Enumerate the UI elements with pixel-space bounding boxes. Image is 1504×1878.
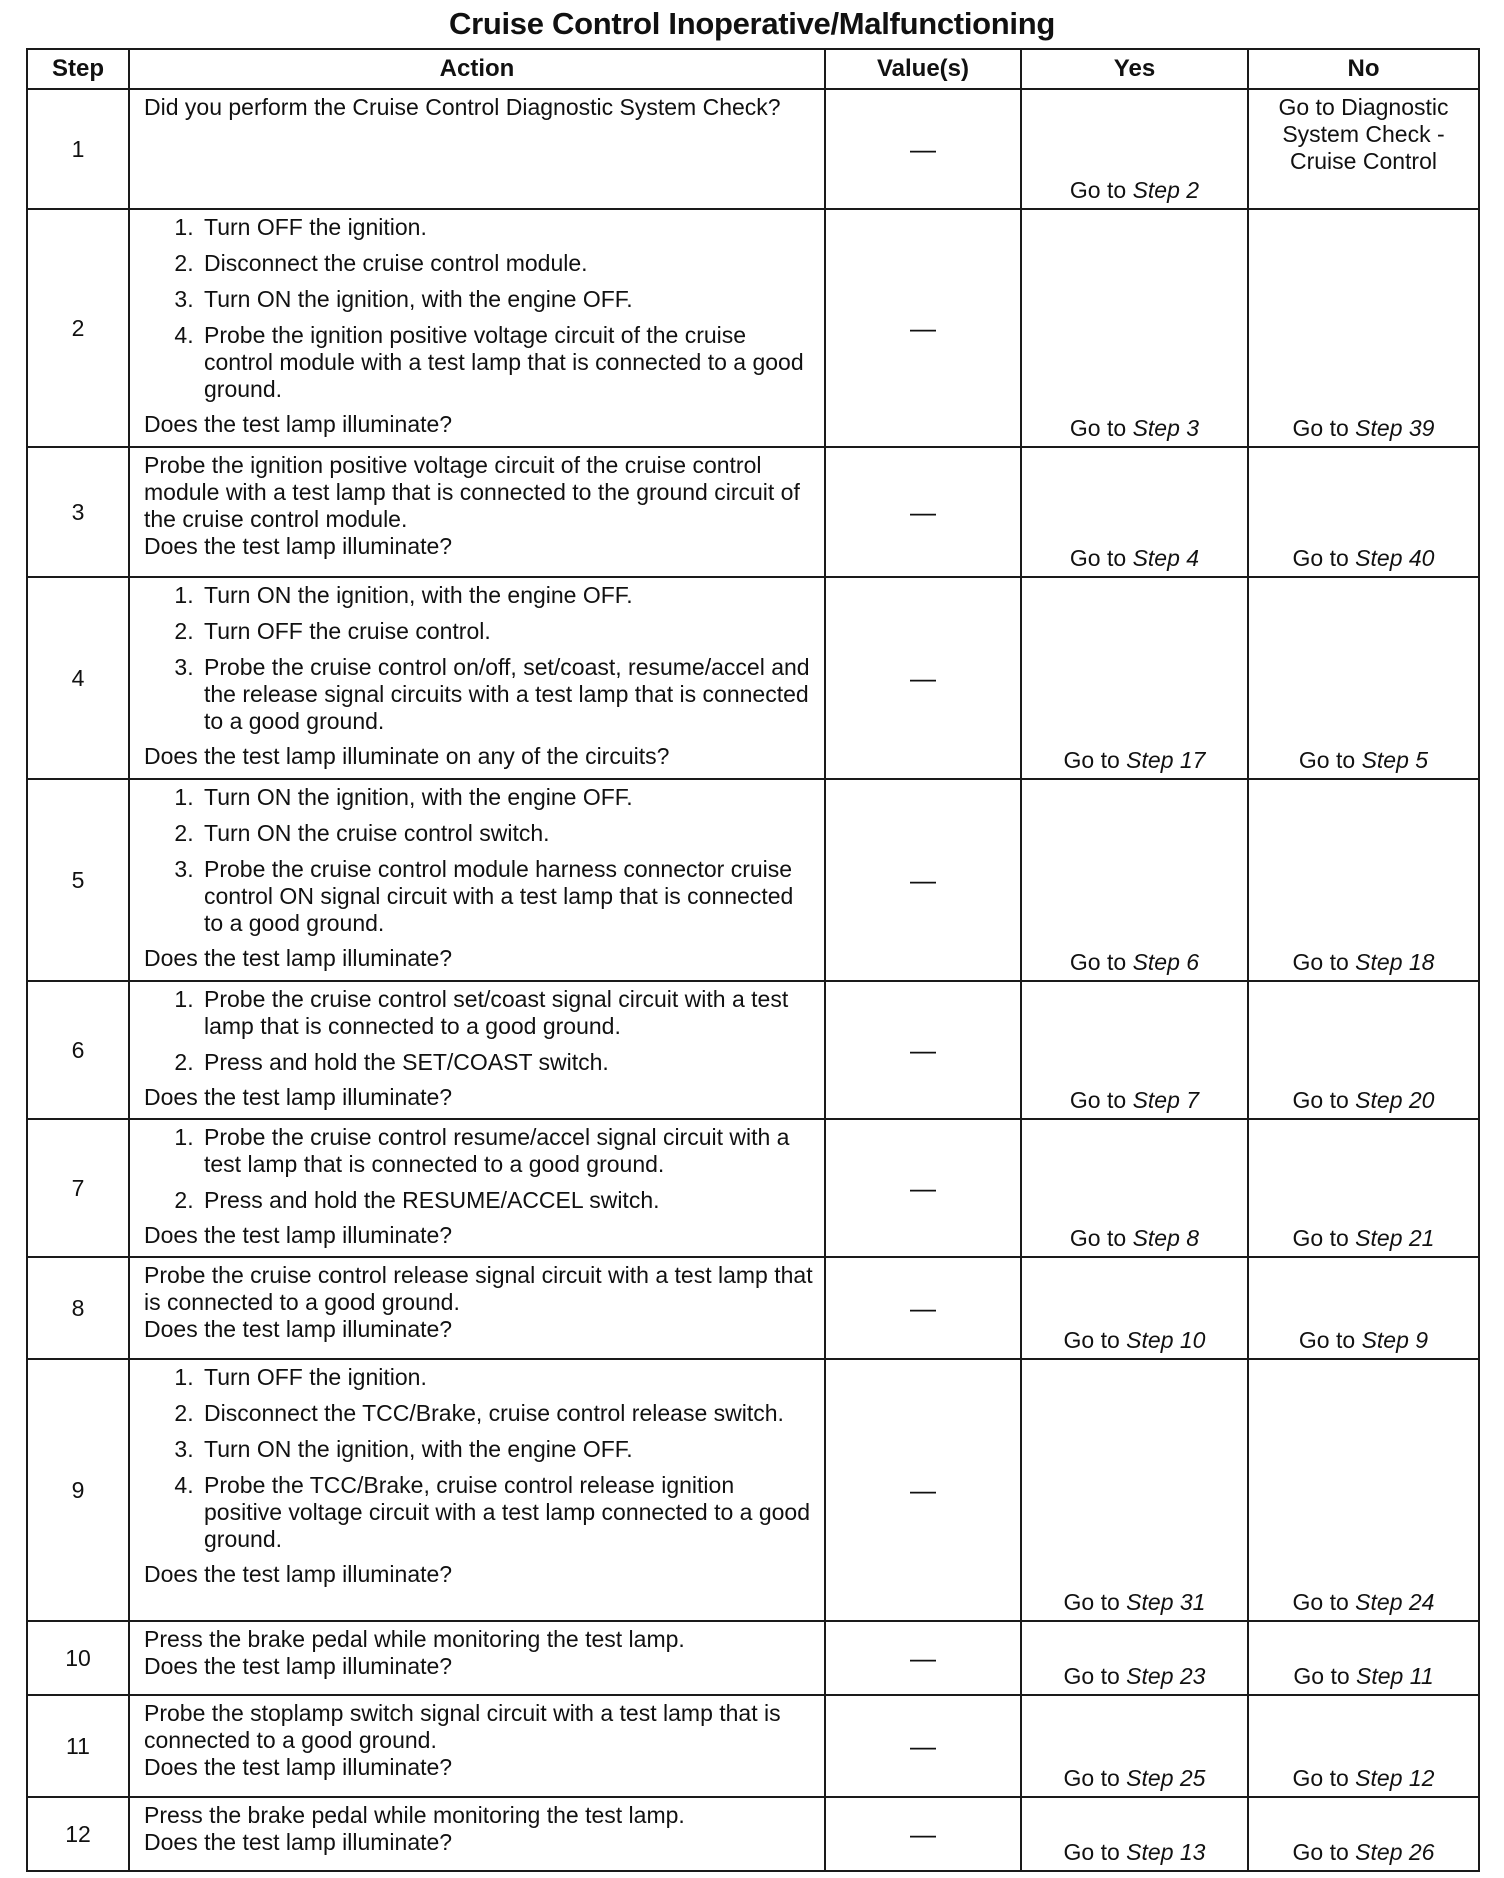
yes-cell xyxy=(1021,89,1248,209)
yes-goto xyxy=(1022,1225,1247,1252)
goto-prefix: Go to xyxy=(1292,1839,1349,1865)
yes-cell xyxy=(1021,779,1248,981)
no-goto xyxy=(1249,1589,1478,1616)
action-intro: Probe the ignition positive voltage circuit of the cruise control module with a test lamp that is connected to the ground circuit of the cruise control module. xyxy=(144,452,800,532)
no-step-ref: Step 39 xyxy=(1355,415,1435,441)
yes-goto xyxy=(1022,747,1247,774)
no-goto xyxy=(1249,1087,1478,1114)
action-cell xyxy=(129,1119,825,1257)
no-step-ref: Step 18 xyxy=(1355,949,1435,975)
goto-prefix: Go to xyxy=(1293,1663,1350,1689)
yes-step-ref: Step 7 xyxy=(1132,1087,1200,1113)
yes-step-ref: Step 23 xyxy=(1126,1663,1206,1689)
no-step-ref: Step 40 xyxy=(1355,545,1435,571)
action-step-item: 1. Turn OFF the ignition. xyxy=(200,214,814,241)
table-row xyxy=(27,981,1479,1119)
goto-prefix: Go to xyxy=(1069,949,1127,975)
value-cell: — xyxy=(825,577,1021,779)
action-step-item: 2. Disconnect the cruise control module. xyxy=(200,250,814,277)
action-cell xyxy=(129,577,825,779)
action-step-item: 1. Probe the cruise control set/coast signal circuit with a test lamp that is connected to a good ground. xyxy=(200,986,814,1040)
goto-prefix: Go to xyxy=(1292,1087,1349,1113)
column-header-step: Step xyxy=(27,49,129,89)
step-number: 7 xyxy=(27,1119,129,1257)
table-row xyxy=(27,1695,1479,1797)
no-goto xyxy=(1249,545,1478,572)
no-step-ref: Step 21 xyxy=(1355,1225,1435,1251)
goto-prefix: Go to xyxy=(1063,1327,1120,1353)
table-row xyxy=(27,89,1479,209)
value-cell: — xyxy=(825,89,1021,209)
value-cell: — xyxy=(825,1257,1021,1359)
table-row xyxy=(27,1621,1479,1695)
goto-prefix: Go to xyxy=(1292,415,1349,441)
action-steps-list xyxy=(144,784,814,937)
step-number: 3 xyxy=(27,447,129,577)
action-question: Does the test lamp illuminate? xyxy=(144,411,453,437)
step-number: 10 xyxy=(27,1621,129,1695)
action-question: Does the test lamp illuminate? xyxy=(144,1754,453,1780)
action-steps-list xyxy=(144,1124,814,1214)
goto-prefix: Go to xyxy=(1298,1327,1356,1353)
no-goto xyxy=(1249,1663,1478,1690)
action-cell xyxy=(129,1359,825,1621)
step-number: 4 xyxy=(27,577,129,779)
action-cell xyxy=(129,1621,825,1695)
goto-prefix: Go to xyxy=(1292,545,1349,571)
goto-prefix: Go to xyxy=(1063,1839,1120,1865)
yes-cell xyxy=(1021,1695,1248,1797)
step-number: 11 xyxy=(27,1695,129,1797)
yes-cell xyxy=(1021,447,1248,577)
yes-cell xyxy=(1021,1257,1248,1359)
action-cell xyxy=(129,981,825,1119)
no-cell xyxy=(1248,1797,1479,1871)
column-header-yes: Yes xyxy=(1021,49,1248,89)
action-step-item: 1. Turn OFF the ignition. xyxy=(200,1364,814,1391)
goto-prefix: Go to xyxy=(1069,415,1127,441)
action-step-item: 3. Turn ON the ignition, with the engine OFF. xyxy=(200,1436,814,1463)
step-number: 9 xyxy=(27,1359,129,1621)
table-body xyxy=(27,89,1479,1871)
yes-cell xyxy=(1021,1621,1248,1695)
diagnostic-table xyxy=(26,48,1480,1872)
column-header-no: No xyxy=(1248,49,1479,89)
no-cell xyxy=(1248,981,1479,1119)
yes-goto xyxy=(1022,1589,1247,1616)
action-step-item: 1. Turn ON the ignition, with the engine OFF. xyxy=(200,784,814,811)
action-question: Does the test lamp illuminate? xyxy=(144,533,453,559)
no-goto xyxy=(1249,1225,1478,1252)
action-cell xyxy=(129,1797,825,1871)
no-step-ref: Step 11 xyxy=(1356,1663,1434,1689)
action-cell xyxy=(129,779,825,981)
yes-goto xyxy=(1022,1663,1247,1690)
action-question: Does the test lamp illuminate? xyxy=(144,1829,453,1855)
action-steps-list xyxy=(144,214,814,403)
value-cell: — xyxy=(825,447,1021,577)
no-goto xyxy=(1249,1765,1478,1792)
value-cell: — xyxy=(825,981,1021,1119)
no-cell xyxy=(1248,1257,1479,1359)
yes-step-ref: Step 10 xyxy=(1126,1327,1206,1353)
yes-goto xyxy=(1022,1087,1247,1114)
action-step-item: 2. Turn ON the cruise control switch. xyxy=(200,820,814,847)
no-cell xyxy=(1248,1621,1479,1695)
action-question: Does the test lamp illuminate? xyxy=(144,1653,453,1679)
yes-step-ref: Step 8 xyxy=(1132,1225,1200,1251)
yes-goto xyxy=(1022,1765,1247,1792)
value-cell: — xyxy=(825,1621,1021,1695)
goto-prefix: Go to xyxy=(1069,1087,1127,1113)
no-cell xyxy=(1248,1695,1479,1797)
table-row xyxy=(27,209,1479,447)
yes-goto xyxy=(1022,177,1247,204)
action-steps-list xyxy=(144,582,814,735)
no-cell xyxy=(1248,577,1479,779)
yes-step-ref: Step 31 xyxy=(1126,1589,1206,1615)
action-step-item: 3. Probe the cruise control module harness connector cruise control ON signal circuit with a test lamp that is connected to a good ground. xyxy=(200,856,814,937)
value-cell: — xyxy=(825,779,1021,981)
value-cell: — xyxy=(825,1797,1021,1871)
value-cell: — xyxy=(825,1359,1021,1621)
yes-cell xyxy=(1021,209,1248,447)
no-goto xyxy=(1249,747,1478,774)
no-step-ref: Step 12 xyxy=(1355,1765,1435,1791)
yes-step-ref: Step 4 xyxy=(1132,545,1200,571)
table-row xyxy=(27,1359,1479,1621)
step-number: 12 xyxy=(27,1797,129,1871)
action-cell xyxy=(129,1257,825,1359)
action-intro: Press the brake pedal while monitoring the test lamp. xyxy=(144,1626,685,1652)
action-intro: Press the brake pedal while monitoring the test lamp. xyxy=(144,1802,685,1828)
table-row xyxy=(27,1119,1479,1257)
step-number: 8 xyxy=(27,1257,129,1359)
yes-step-ref: Step 25 xyxy=(1126,1765,1206,1791)
no-step-ref: Step 5 xyxy=(1361,747,1429,773)
no-step-ref: Step 9 xyxy=(1361,1327,1429,1353)
column-header-action: Action xyxy=(129,49,825,89)
action-question: Does the test lamp illuminate on any of the circuits? xyxy=(144,743,670,769)
no-cell xyxy=(1248,1359,1479,1621)
goto-prefix: Go to xyxy=(1063,1663,1120,1689)
action-step-item: 2. Disconnect the TCC/Brake, cruise control release switch. xyxy=(200,1400,814,1427)
action-question: Does the test lamp illuminate? xyxy=(144,1084,453,1110)
no-cell xyxy=(1248,779,1479,981)
yes-cell xyxy=(1021,981,1248,1119)
action-step-item: 2. Press and hold the SET/COAST switch. xyxy=(200,1049,814,1076)
table-header-row xyxy=(27,49,1479,89)
step-number: 1 xyxy=(27,89,129,209)
action-steps-list xyxy=(144,986,814,1076)
action-cell xyxy=(129,89,825,209)
action-steps-list xyxy=(144,1364,814,1553)
yes-step-ref: Step 6 xyxy=(1132,949,1200,975)
action-step-item: 4. Probe the ignition positive voltage circuit of the cruise control module with a test lamp that is connected to a good ground. xyxy=(200,322,814,403)
value-cell: — xyxy=(825,1695,1021,1797)
yes-cell xyxy=(1021,1119,1248,1257)
value-cell: — xyxy=(825,209,1021,447)
no-goto xyxy=(1249,1839,1478,1866)
action-intro: Probe the cruise control release signal circuit with a test lamp that is connected to a good ground. xyxy=(144,1262,813,1315)
action-question: Does the test lamp illuminate? xyxy=(144,1316,453,1342)
yes-goto xyxy=(1022,545,1247,572)
table-row xyxy=(27,1257,1479,1359)
action-intro: Probe the stoplamp switch signal circuit with a test lamp that is connected to a good ground. xyxy=(144,1700,781,1753)
yes-goto xyxy=(1022,1327,1247,1354)
yes-goto xyxy=(1022,415,1247,442)
table-row xyxy=(27,577,1479,779)
action-step-item: 3. Turn ON the ignition, with the engine OFF. xyxy=(200,286,814,313)
no-cell xyxy=(1248,1119,1479,1257)
goto-prefix: Go to xyxy=(1292,1225,1349,1251)
goto-prefix: Go to xyxy=(1063,1589,1120,1615)
yes-step-ref: Step 2 xyxy=(1132,177,1200,203)
action-cell xyxy=(129,1695,825,1797)
step-number: 2 xyxy=(27,209,129,447)
no-cell xyxy=(1248,447,1479,577)
goto-prefix: Go to xyxy=(1069,545,1127,571)
no-goto xyxy=(1249,949,1478,976)
action-step-item: 4. Probe the TCC/Brake, cruise control release ignition positive voltage circuit with a test lamp connected to a good ground. xyxy=(200,1472,814,1553)
page-title: Cruise Control Inoperative/Malfunctioning xyxy=(448,6,1055,41)
action-question: Does the test lamp illuminate? xyxy=(144,1222,453,1248)
step-number: 5 xyxy=(27,779,129,981)
action-step-item: 2. Press and hold the RESUME/ACCEL switch. xyxy=(200,1187,814,1214)
no-goto xyxy=(1249,1327,1478,1354)
no-step-ref: Step 26 xyxy=(1355,1839,1435,1865)
no-step-ref: Step 24 xyxy=(1355,1589,1435,1615)
yes-step-ref: Step 17 xyxy=(1126,747,1206,773)
goto-prefix: Go to xyxy=(1292,1589,1349,1615)
goto-prefix: Go to xyxy=(1063,747,1120,773)
goto-prefix: Go to xyxy=(1063,1765,1120,1791)
no-step-ref: Step 20 xyxy=(1355,1087,1435,1113)
goto-prefix: Go to xyxy=(1298,747,1356,773)
action-question: Does the test lamp illuminate? xyxy=(144,1561,453,1587)
yes-step-ref: Step 13 xyxy=(1126,1839,1206,1865)
goto-prefix: Go to xyxy=(1069,177,1127,203)
value-cell: — xyxy=(825,1119,1021,1257)
no-goto xyxy=(1249,415,1478,442)
yes-goto xyxy=(1022,949,1247,976)
action-step-item: 1. Probe the cruise control resume/accel signal circuit with a test lamp that is connected to a good ground. xyxy=(200,1124,814,1178)
yes-cell xyxy=(1021,1359,1248,1621)
table-row xyxy=(27,779,1479,981)
action-step-item: 3. Probe the cruise control on/off, set/coast, resume/accel and the release signal circuits with a test lamp that is connected to a good ground. xyxy=(200,654,814,735)
no-cell xyxy=(1248,89,1479,209)
column-header-values: Value(s) xyxy=(825,49,1021,89)
action-step-item: 2. Turn OFF the cruise control. xyxy=(200,618,814,645)
action-step-item: 1. Turn ON the ignition, with the engine OFF. xyxy=(200,582,814,609)
goto-prefix: Go to xyxy=(1292,1765,1349,1791)
yes-cell xyxy=(1021,1797,1248,1871)
action-intro: Did you perform the Cruise Control Diagnostic System Check? xyxy=(144,94,781,120)
yes-goto xyxy=(1022,1839,1247,1866)
no-cell xyxy=(1248,209,1479,447)
action-cell xyxy=(129,209,825,447)
action-question: Does the test lamp illuminate? xyxy=(144,945,453,971)
goto-prefix: Go to xyxy=(1069,1225,1127,1251)
yes-step-ref: Step 3 xyxy=(1132,415,1200,441)
action-cell xyxy=(129,447,825,577)
no-goto-text: Go to Diagnostic System Check - Cruise Control xyxy=(1278,94,1449,174)
table-row xyxy=(27,1797,1479,1871)
yes-cell xyxy=(1021,577,1248,779)
table-row xyxy=(27,447,1479,577)
goto-prefix: Go to xyxy=(1292,949,1349,975)
step-number: 6 xyxy=(27,981,129,1119)
